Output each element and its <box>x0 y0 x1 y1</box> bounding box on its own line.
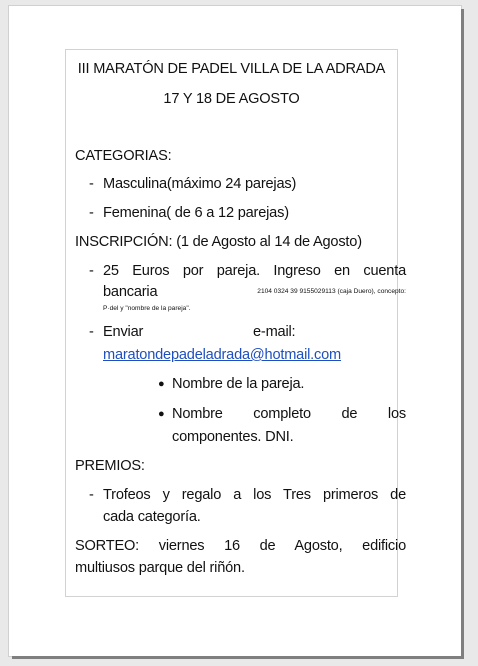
inscription-price: 25 Euros por pareja. Ingreso en cuenta <box>103 263 406 279</box>
categories-heading: CATEGORIAS: <box>75 148 172 164</box>
dash-1: - <box>89 176 94 192</box>
dash-2: - <box>89 205 94 221</box>
bank-account: 2104 0324 39 9155029113 (caja Duero), concepto: <box>257 288 406 295</box>
bullet-full-name: Nombre completo de los <box>172 406 406 422</box>
email-link[interactable]: maratondepadeladrada@hotmail.com <box>103 347 342 363</box>
inscription-heading: INSCRIPCIÓN: (1 de Agosto al 14 de Agosto) <box>75 234 362 250</box>
bullet-couple-name: Nombre de la pareja. <box>172 376 305 392</box>
prize-text: Trofeos y regalo a los Tres primeros de <box>103 487 406 503</box>
dash-3: - <box>89 263 94 279</box>
email-send-label: Enviar <box>103 324 144 340</box>
bullet-full-name-cont: componentes. DNI. <box>172 429 294 445</box>
dash-4: - <box>89 324 94 340</box>
bullet-icon-1: ● <box>158 378 165 390</box>
bullet-icon-2: ● <box>158 408 165 420</box>
bank-concept: P·del y "nombre de la pareja". <box>103 305 191 312</box>
prize-text-cont: cada categoría. <box>103 509 201 525</box>
category-female: Femenina( de 6 a 12 parejas) <box>103 205 289 221</box>
prizes-heading: PREMIOS: <box>75 458 145 474</box>
raffle-text-cont: multiusos parque del riñón. <box>75 560 245 576</box>
category-male: Masculina(máximo 24 parejas) <box>103 176 297 192</box>
dash-5: - <box>89 487 94 503</box>
raffle-text: SORTEO: viernes 16 de Agosto, edificio <box>75 538 406 554</box>
event-title: III MARATÓN DE PADEL VILLA DE LA ADRADA <box>77 61 386 77</box>
event-dates: 17 Y 18 DE AGOSTO <box>163 91 300 107</box>
email-label: e-mail: <box>253 324 296 340</box>
bank-word: bancaria <box>103 284 158 300</box>
